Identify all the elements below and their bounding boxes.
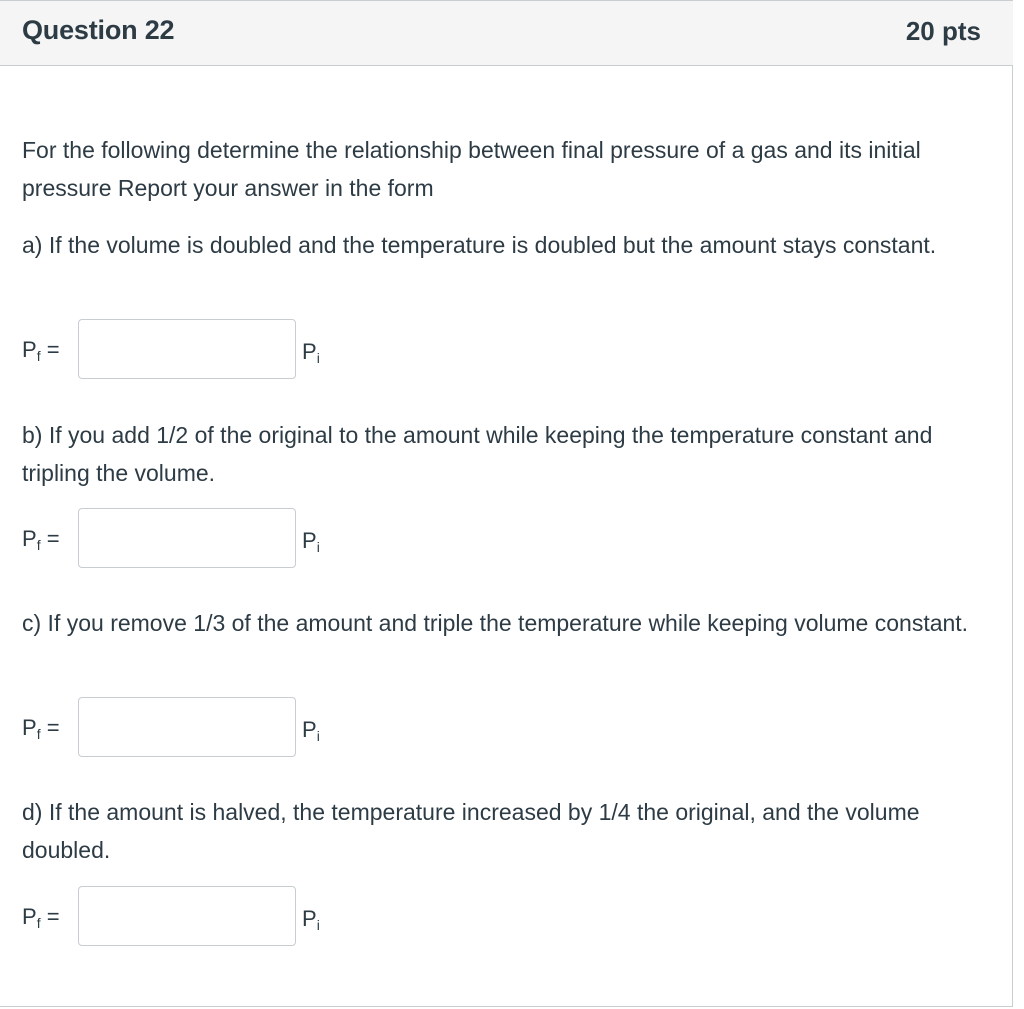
part-a-answer-input[interactable] xyxy=(78,319,296,379)
part-c-text: c) If you remove 1/3 of the amount and triple the temperature while keeping volume constant. xyxy=(22,610,969,636)
part-a-text: a) If the volume is doubled and the temperature is doubled but the amount stays constant. xyxy=(22,232,937,258)
part-c-answer-row xyxy=(22,697,422,757)
question-title: Question 22 xyxy=(22,15,175,45)
question-points: 20 pts xyxy=(905,16,981,46)
question-header xyxy=(0,0,1013,66)
part-c-answer-input[interactable] xyxy=(78,697,296,757)
part-d-text: d) If the amount is halved, the temperature increased by 1/4 the original, and the volume doubled. xyxy=(22,799,920,863)
pf-label: $P_f$ = xyxy=(22,526,60,553)
pi-label: $P_i$ xyxy=(302,339,320,366)
part-b-text: b) If you add 1/2 of the original to the amount while keeping the temperature constant and tripling the volume. xyxy=(22,422,933,486)
pf-label: $P_f$ = xyxy=(22,337,60,364)
question-intro: For the following determine the relationship between final pressure of a gas and its initial pressure Report your answer in the form xyxy=(22,137,921,201)
part-d-answer-row xyxy=(22,886,422,946)
part-a-answer-row xyxy=(22,319,422,379)
pf-label: $P_f$ = xyxy=(22,715,60,742)
pi-label: $P_i$ xyxy=(302,717,320,744)
part-b-answer-input[interactable] xyxy=(78,508,296,568)
pi-label: $P_i$ xyxy=(302,906,320,933)
part-d-answer-input[interactable] xyxy=(78,886,296,946)
part-b-answer-row xyxy=(22,508,422,568)
pi-label: $P_i$ xyxy=(302,528,320,555)
pf-label: $P_f$ = xyxy=(22,904,60,931)
